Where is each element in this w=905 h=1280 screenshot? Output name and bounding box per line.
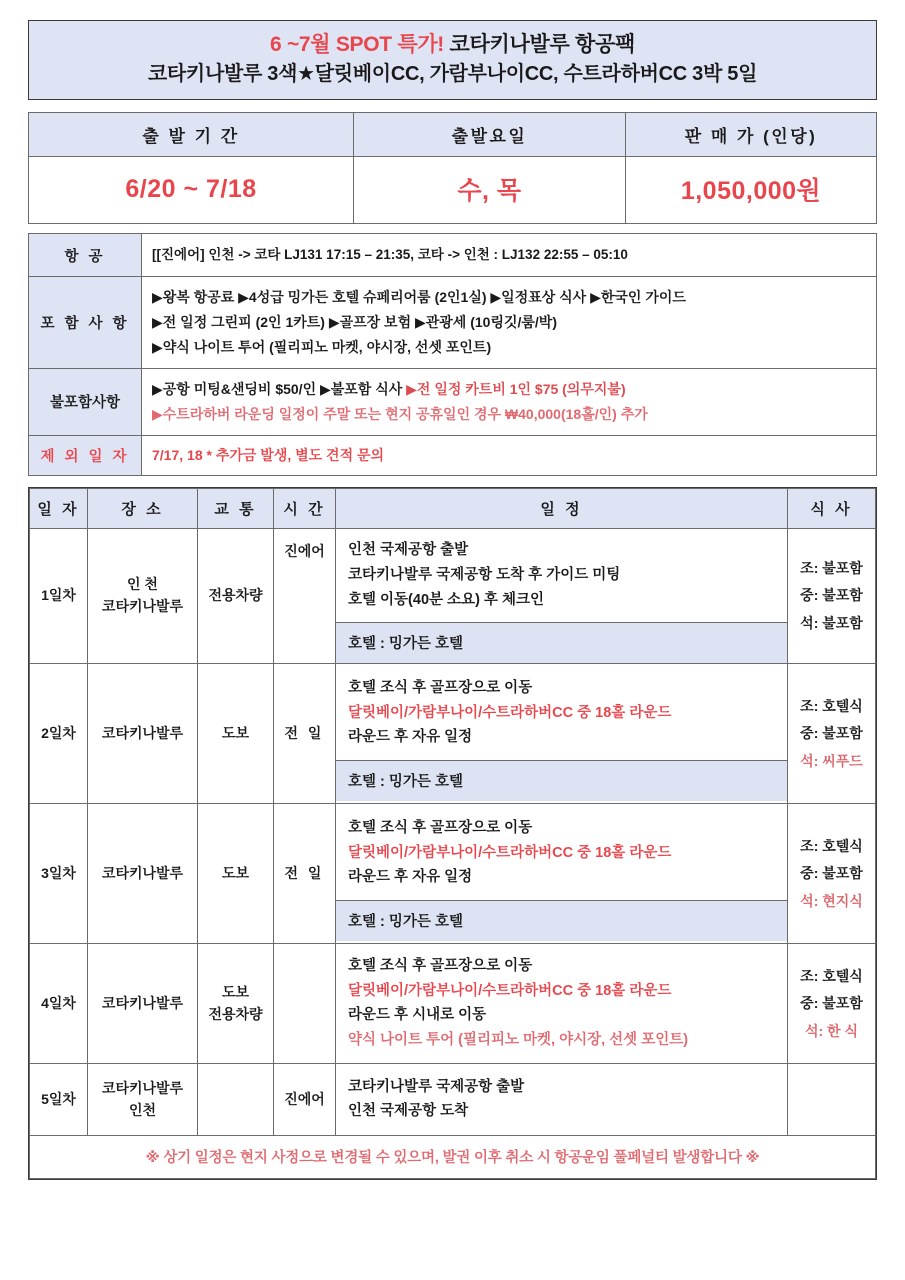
included-line-2: ▶전 일정 그린피 (2인 1카트) ▶골프장 보험 ▶관광세 (10링깃/룸/박) — [152, 314, 557, 331]
meal-line: 조: 호텔식 — [800, 698, 863, 715]
itinerary-footer-row — [30, 1136, 876, 1179]
included-info-label: 포 함 사 항 — [29, 277, 142, 369]
schedule-line-list — [336, 807, 787, 901]
excluded-line-2: ▶수트라하버 라운딩 일정이 주말 또는 현지 공휴일인 경우 ₩40,000(18홀/인) 추가 — [152, 405, 648, 422]
itinerary-cell-time: 진에어 — [274, 528, 336, 664]
itinerary-cell-place: 코타키나발루 — [88, 804, 198, 944]
itinerary-cell-meal — [788, 664, 876, 804]
departure-header-row — [29, 113, 877, 157]
departure-price-value: 1,050,000원 — [626, 157, 877, 224]
itinerary-cell-transport: 도보 전용차량 — [198, 944, 274, 1064]
meal-line: 석: 씨푸드 — [800, 752, 863, 769]
title-banner — [28, 20, 877, 100]
meal-line: 석: 한 식 — [804, 1022, 858, 1039]
itinerary-body — [30, 528, 876, 1136]
itinerary-row — [30, 944, 876, 1064]
excluded-info-row — [29, 368, 877, 435]
title-promo-text: 6 ~7월 SPOT 특가! — [270, 33, 444, 56]
itinerary-table-wrapper — [28, 487, 877, 1181]
package-info-table — [28, 233, 877, 475]
itinerary-cell-meal — [788, 528, 876, 664]
itinerary-cell-day: 4일차 — [30, 944, 88, 1064]
itinerary-cell-time: 전 일 — [274, 664, 336, 804]
itinerary-cell-schedule — [336, 1064, 788, 1136]
schedule-line-list — [336, 945, 787, 1064]
excluded-info-label: 불포함사항 — [29, 368, 142, 435]
excluded-dates-label: 제 외 일 자 — [29, 435, 142, 475]
itinerary-cell-time: 진에어 — [274, 1064, 336, 1136]
schedule-line: 라운드 후 시내로 이동 — [348, 1007, 487, 1024]
meal-line: 석: 불포함 — [800, 614, 863, 631]
itinerary-header-meal: 식 사 — [788, 488, 876, 528]
itinerary-header-time: 시 간 — [274, 488, 336, 528]
itinerary-header-transport: 교 통 — [198, 488, 274, 528]
meal-line: 석: 현지식 — [800, 892, 863, 909]
itinerary-cell-transport: 전용차량 — [198, 528, 274, 664]
schedule-line: 달릿베이/가람부나이/수트라하버CC 중 18홀 라운드 — [348, 704, 672, 721]
schedule-line-list — [336, 529, 787, 623]
itinerary-header-day: 일 자 — [30, 488, 88, 528]
flight-info-label: 항 공 — [29, 234, 142, 277]
itinerary-cell-place: 코타키나발루 인천 — [88, 1064, 198, 1136]
departure-summary-table — [28, 112, 877, 224]
schedule-line: 호텔 조식 후 골프장으로 이동 — [348, 957, 533, 974]
itinerary-header-row — [30, 488, 876, 528]
schedule-line: 호텔 이동(40분 소요) 후 체크인 — [348, 591, 544, 608]
included-info-row — [29, 277, 877, 369]
itinerary-cell-schedule — [336, 528, 788, 664]
meal-line: 중: 불포함 — [800, 725, 863, 742]
excluded-dates-row — [29, 435, 877, 475]
itinerary-cell-time: 전 일 — [274, 804, 336, 944]
itinerary-row — [30, 804, 876, 944]
departure-weekday-value: 수, 목 — [354, 157, 626, 224]
itinerary-cell-schedule — [336, 804, 788, 944]
excluded-dates-text: 7/17, 18 * 추가금 발생, 별도 견적 문의 — [142, 435, 877, 475]
departure-price-header: 판 매 가 (인당) — [626, 113, 877, 157]
itinerary-header-place: 장 소 — [88, 488, 198, 528]
schedule-line: 달릿베이/가람부나이/수트라하버CC 중 18홀 라운드 — [348, 844, 672, 861]
excluded-line-1-black: ▶공항 미팅&샌딩비 $50/인 ▶불포함 식사 — [152, 380, 407, 397]
excluded-line-1 — [152, 377, 866, 402]
included-info-body — [142, 277, 877, 369]
itinerary-cell-time — [274, 944, 336, 1064]
itinerary-cell-day: 1일차 — [30, 528, 88, 664]
itinerary-row — [30, 1064, 876, 1136]
departure-value-row — [29, 157, 877, 224]
itinerary-cell-transport — [198, 1064, 274, 1136]
title-product-text: 코타키나발루 항공팩 — [444, 33, 635, 56]
meal-line: 중: 불포함 — [800, 865, 863, 882]
hotel-info-bar: 호텔 : 밍가든 호텔 — [336, 760, 787, 801]
meal-line: 중: 불포함 — [800, 995, 863, 1012]
title-line-1 — [35, 30, 870, 60]
schedule-line-list — [336, 1066, 787, 1135]
itinerary-header-schedule: 일 정 — [336, 488, 788, 528]
hotel-info-bar: 호텔 : 밍가든 호텔 — [336, 900, 787, 941]
schedule-line: 인천 국제공항 출발 — [348, 541, 469, 558]
meal-line: 중: 불포함 — [800, 587, 863, 604]
schedule-line-list — [336, 667, 787, 761]
title-line-2: 코타키나발루 3색★달릿베이CC, 가람부나이CC, 수트라하버CC 3박 5일 — [147, 62, 758, 85]
itinerary-table — [29, 488, 876, 1180]
schedule-line: 달릿베이/가람부나이/수트라하버CC 중 18홀 라운드 — [348, 982, 672, 999]
itinerary-row — [30, 664, 876, 804]
itinerary-cell-transport: 도보 — [198, 664, 274, 804]
itinerary-cell-meal — [788, 804, 876, 944]
schedule-line: 인천 국제공항 도착 — [348, 1103, 469, 1120]
schedule-line: 코타키나발루 국제공항 출발 — [348, 1078, 525, 1095]
itinerary-footer-note: ※ 상기 일정은 현지 사정으로 변경될 수 있으며, 발권 이후 취소 시 항공운임 풀페널티 발생합니다 ※ — [30, 1136, 876, 1179]
meal-line: 조: 호텔식 — [800, 968, 863, 985]
schedule-line: 라운드 후 자유 일정 — [348, 869, 473, 886]
schedule-line: 약식 나이트 투어 (필리피노 마켓, 야시장, 선셋 포인트) — [348, 1032, 689, 1049]
flight-info-text: [[진에어] 인천 -> 코타 LJ131 17:15 – 21:35, 코타 -> 인천 : LJ132 22:55 – 05:10 — [142, 234, 877, 277]
itinerary-cell-place: 코타키나발루 — [88, 664, 198, 804]
included-line-1: ▶왕복 항공료 ▶4성급 밍가든 호텔 슈페리어룸 (2인1실) ▶일정표상 식사 ▶한국인 가이드 — [152, 289, 686, 306]
hotel-info-bar: 호텔 : 밍가든 호텔 — [336, 622, 787, 663]
meal-line: 조: 불포함 — [800, 560, 863, 577]
itinerary-cell-day: 3일차 — [30, 804, 88, 944]
itinerary-cell-day: 5일차 — [30, 1064, 88, 1136]
departure-weekday-header: 출발요일 — [354, 113, 626, 157]
itinerary-cell-meal — [788, 944, 876, 1064]
excluded-info-body — [142, 368, 877, 435]
meal-line: 조: 호텔식 — [800, 838, 863, 855]
flight-info-row — [29, 234, 877, 277]
schedule-line: 호텔 조식 후 골프장으로 이동 — [348, 679, 533, 696]
itinerary-cell-meal — [788, 1064, 876, 1136]
departure-period-value: 6/20 ~ 7/18 — [29, 157, 354, 224]
itinerary-cell-place: 인 천 코타키나발루 — [88, 528, 198, 664]
itinerary-row — [30, 528, 876, 664]
itinerary-cell-day: 2일차 — [30, 664, 88, 804]
itinerary-cell-place: 코타키나발루 — [88, 944, 198, 1064]
included-line-3: ▶약식 나이트 투어 (필리피노 마켓, 야시장, 선셋 포인트) — [152, 339, 492, 356]
excluded-line-1-red: ▶전 일정 카트비 1인 $75 (의무지불) — [406, 380, 626, 397]
departure-period-header: 출 발 기 간 — [29, 113, 354, 157]
itinerary-cell-schedule — [336, 664, 788, 804]
schedule-line: 호텔 조식 후 골프장으로 이동 — [348, 819, 533, 836]
schedule-line: 라운드 후 자유 일정 — [348, 729, 473, 746]
itinerary-cell-schedule — [336, 944, 788, 1064]
itinerary-cell-transport: 도보 — [198, 804, 274, 944]
schedule-line: 코타키나발루 국제공항 도착 후 가이드 미팅 — [348, 566, 621, 583]
